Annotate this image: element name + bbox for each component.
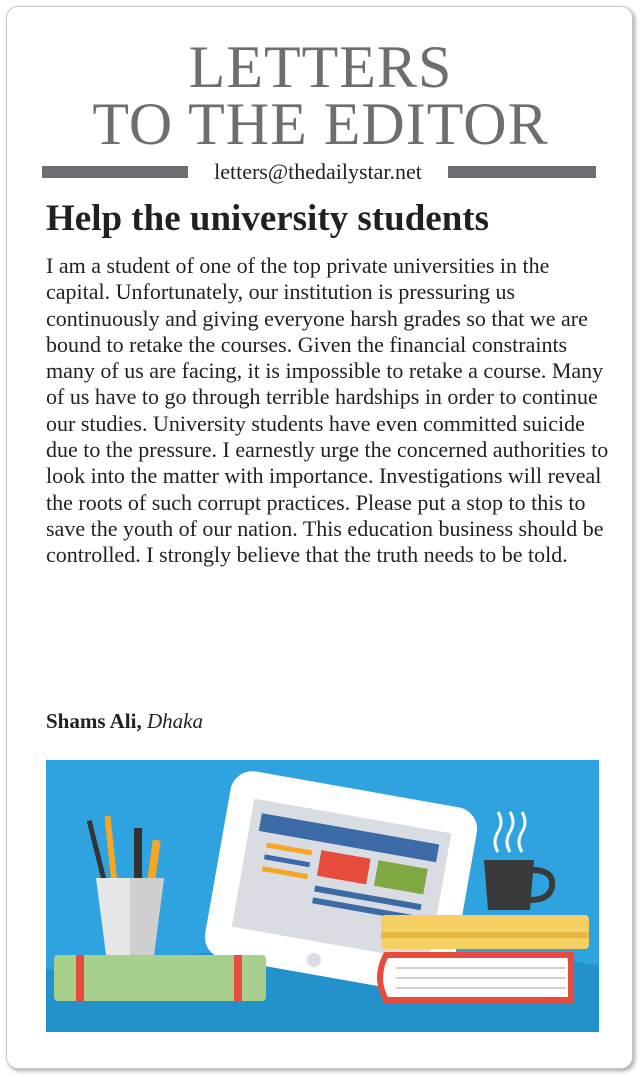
study-desk-illustration: [46, 760, 599, 1032]
divider-left: [42, 166, 188, 178]
divider-right: [448, 166, 596, 178]
email-rule-row: [42, 158, 596, 188]
author-name: Shams Ali,: [46, 709, 142, 733]
author-location: Dhaka: [146, 709, 203, 733]
letter-headline: Help the university students: [46, 198, 490, 239]
masthead-title-line2: TO THE EDITOR: [92, 91, 549, 157]
letter-signature: [46, 707, 203, 735]
letter-body: I am a student of one of the top private universities in the capital. Unfortunately, our institution is pressuring us continuously and giving everyone harsh grades so that we are bound to retake the courses. Given the financial constraints many of us are facing, it is impossible to retake a course. Many of us have to go through terrible hardships in order to continue our studies. University students have even committed suicide due to the pressure. I earnestly urge the concerned authorities to look into the matter with importance. Investigations will reveal the roots of such corrupt practices. Please put a stop to this to save the youth of our nation. This education business should be controlled. I strongly believe that the truth needs to be told.: [46, 253, 609, 568]
masthead-title-line1: LETTERS: [188, 34, 453, 100]
book-stack-icon: [380, 915, 589, 1000]
green-book-icon: [54, 955, 266, 1001]
editor-email-link[interactable]: letters@thedailystar.net: [214, 159, 422, 184]
